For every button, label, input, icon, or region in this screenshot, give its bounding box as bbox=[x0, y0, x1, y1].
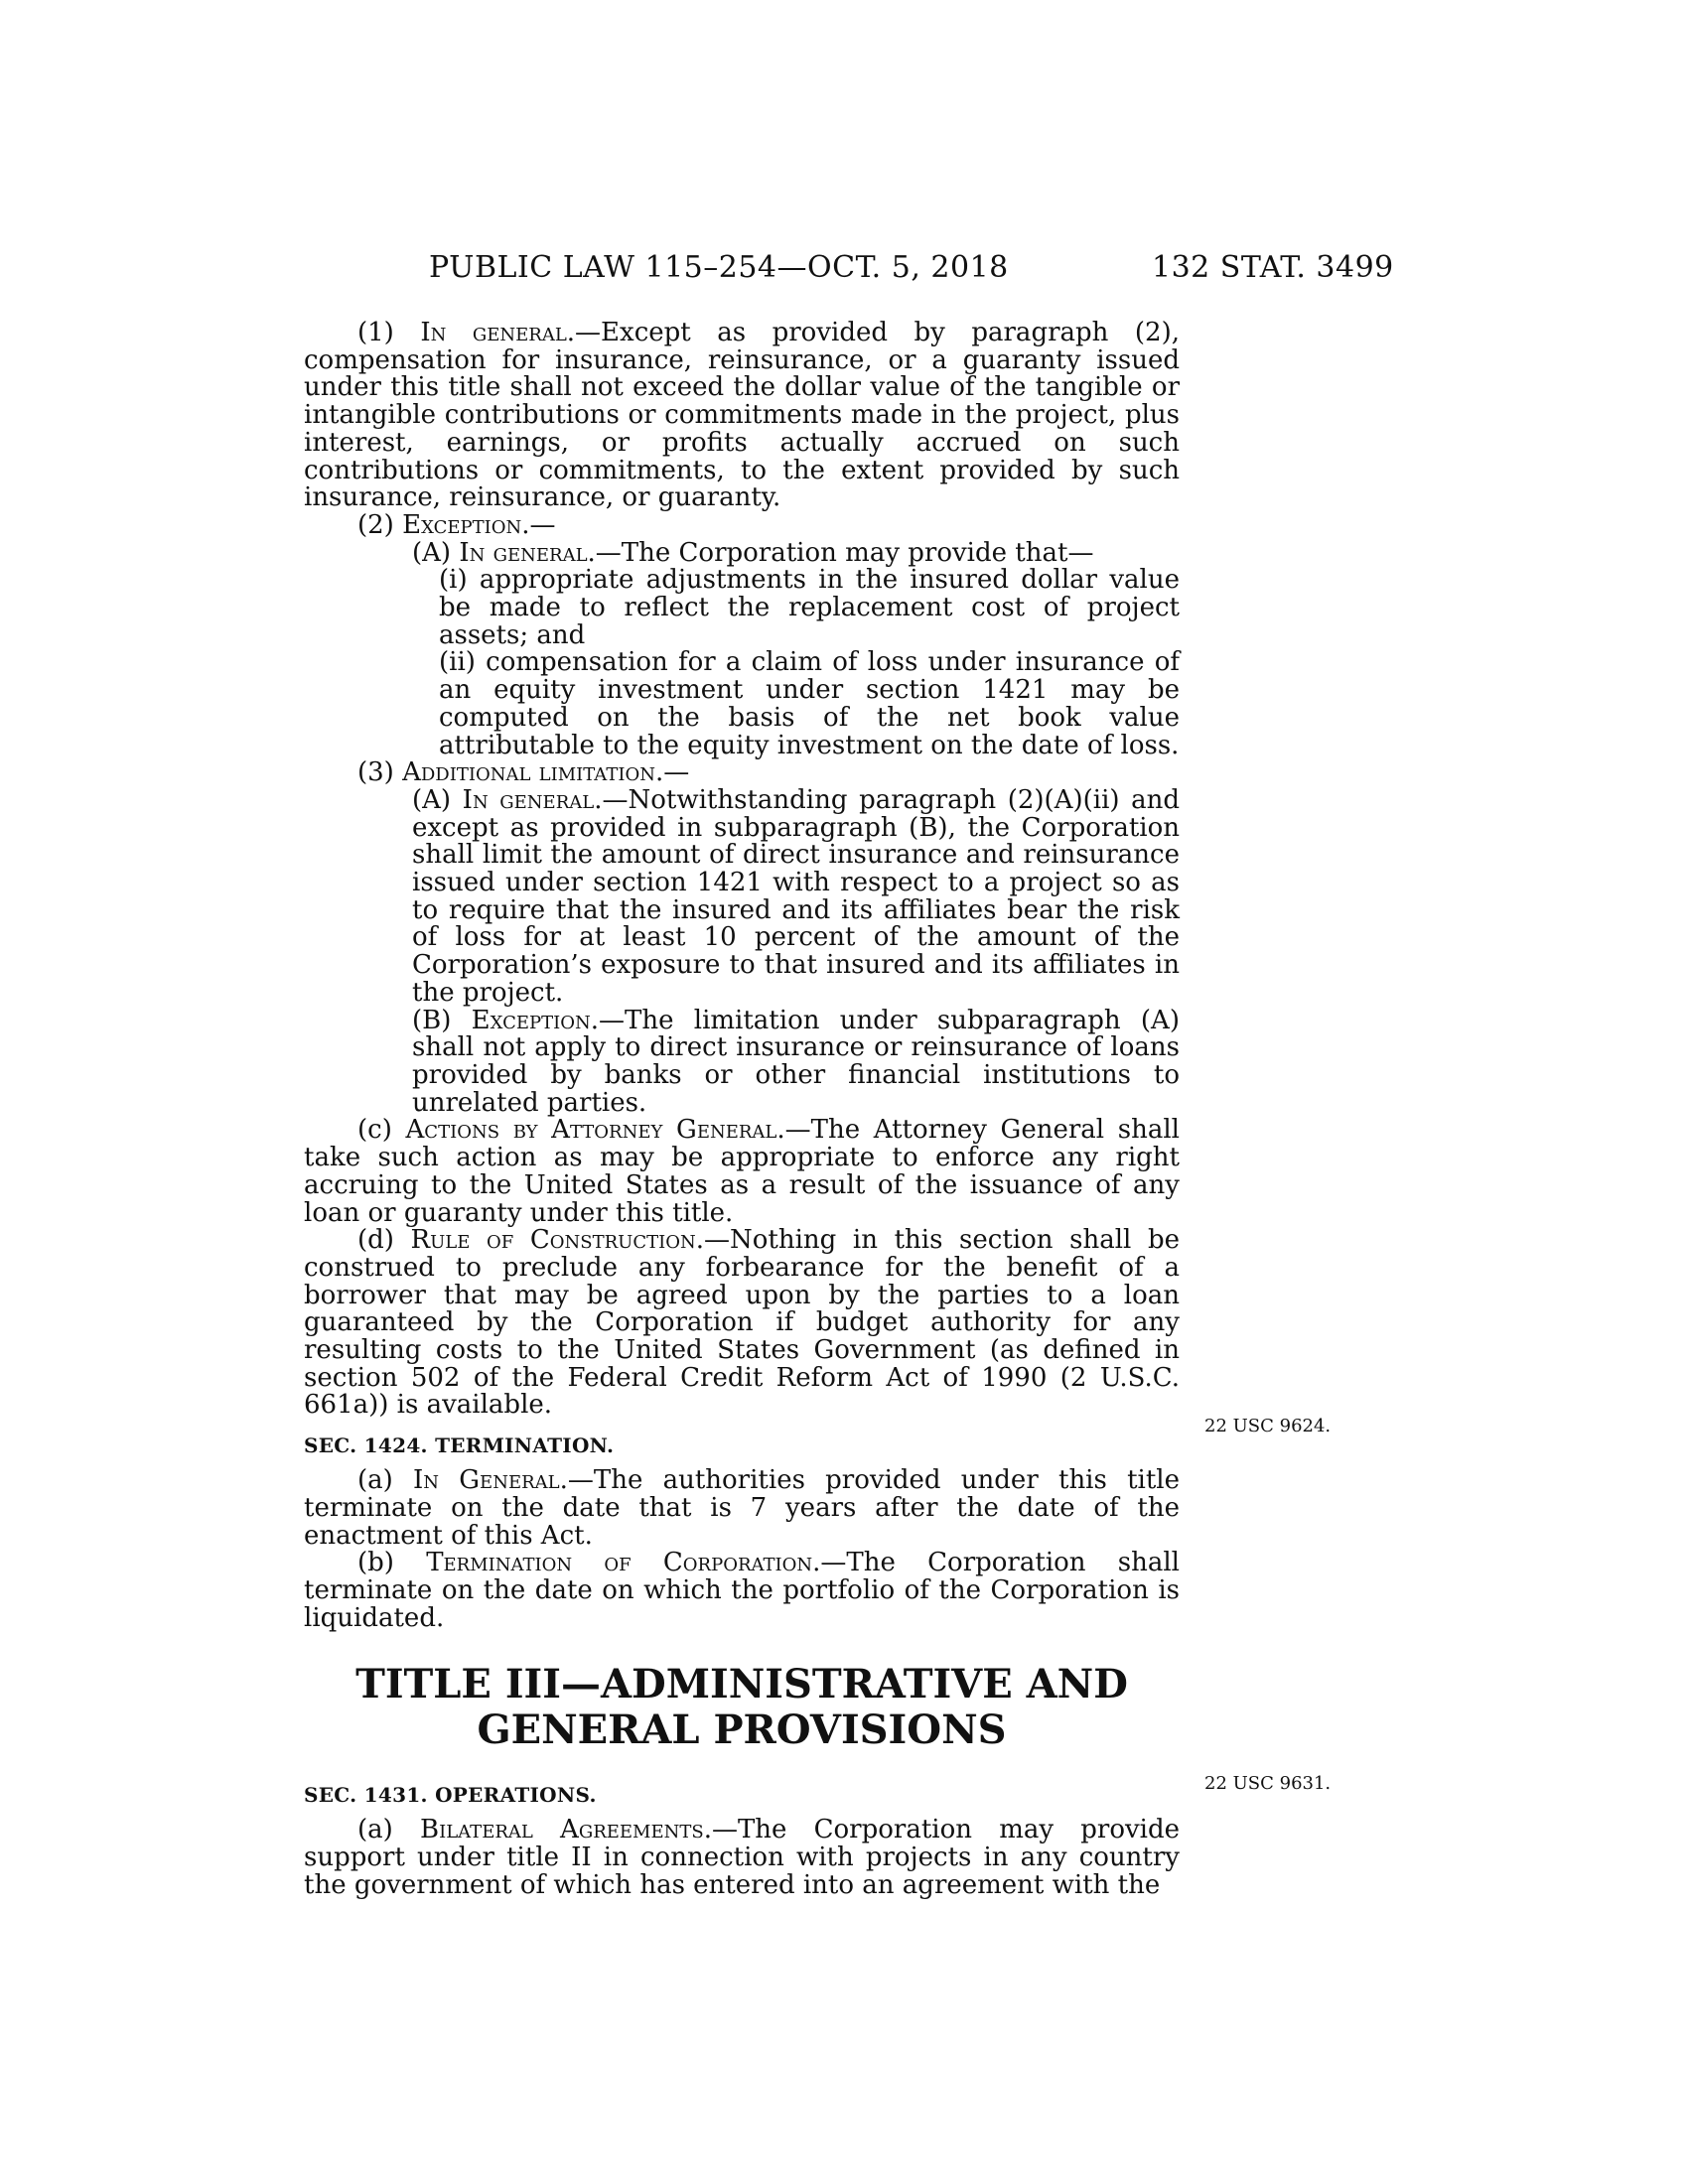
paragraph-2-a-i: (i) appropriate adjustments in the insured dollar value be made to reflect the replacement cost of project assets; and bbox=[439, 565, 1180, 650]
section-1424-a: (a) In General.—The authorities provided under this title terminate on the date that is 7 years after the date of the enactment of this Act. bbox=[304, 1465, 1180, 1551]
title-line-2: GENERAL PROVISIONS bbox=[477, 1706, 1007, 1754]
subsection-c: (c) Actions by Attorney General.—The Attorney General shall take such action as may be appropriate to enforce any right accruing to the United States as a result of the issuance of any loan or guaranty under this title. bbox=[304, 1115, 1180, 1228]
title-heading bbox=[304, 1662, 1180, 1753]
section-heading-1431: SEC. 1431. OPERATIONS. bbox=[304, 1783, 597, 1808]
page-number: 132 STAT. 3499 bbox=[1152, 250, 1394, 285]
page-body bbox=[304, 320, 1180, 1899]
paragraph-3: (3) Additional limitation.— bbox=[357, 757, 690, 788]
paragraph-2-a: (A) In general.—The Corporation may provide that— bbox=[412, 537, 1094, 568]
subsection-d: (d) Rule of Construction.—Nothing in this section shall be construed to preclude any forbearance for the benefit of a borrower that may be agreed upon by the parties to a loan guaranteed by the Corporation if budget authority for any resulting costs to the United States Government (as defined in section 502 of the Federal Credit Reform Act of 1990 (2 U.S.C. 661a)) is available. bbox=[304, 1225, 1180, 1421]
paragraph-2: (2) Exception.— bbox=[357, 509, 556, 540]
section-1431-a: (a) Bilateral Agreements.—The Corporation may provide support under title II in connection with projects in any country the government of which has entered into an agreement with the bbox=[304, 1815, 1180, 1900]
margin-note-9631: 22 USC 9631. bbox=[1204, 1773, 1332, 1794]
section-heading-1424: SEC. 1424. TERMINATION. bbox=[304, 1433, 615, 1458]
paragraph-3-b: (B) Exception.—The limitation under subparagraph (A) shall not apply to direct insurance or reinsurance of loans provided by banks or other financial institutions to unrelated parties. bbox=[412, 1005, 1180, 1118]
paragraph-1: (1) In general.—Except as provided by paragraph (2), compensation for insurance, reinsurance, or a guaranty issued under this title shall not exceed the dollar value of the tangible or intangible contributions or commitments made in the project, plus interest, earnings, or profits actually accrued on such contributions or commitments, to the extent provided by such insurance, reinsurance, or guaranty. bbox=[304, 318, 1181, 513]
paragraph-2-a-ii: (ii) compensation for a claim of loss under insurance of an equity investment under section 1421 may be computed on the basis of the net book value attributable to the equity investment on the date of loss. bbox=[439, 647, 1180, 760]
margin-note-9624: 22 USC 9624. bbox=[1204, 1416, 1332, 1436]
running-header: PUBLIC LAW 115–254—OCT. 5, 2018 bbox=[429, 250, 1009, 285]
section-1424-b: (b) Termination of Corporation.—The Corporation shall terminate on the date on which the portfolio of the Corporation is liquidated. bbox=[304, 1548, 1180, 1633]
title-line-1: TITLE III—ADMINISTRATIVE AND bbox=[355, 1661, 1128, 1708]
paragraph-3-a: (A) In general.—Notwithstanding paragraph (2)(A)(ii) and except as provided in subparagraph (B), the Corporation shall limit the amount of direct insurance and reinsurance issued under section 1421 with respect to a project so as to require that the insured and its affiliates bear the risk of loss for at least 10 percent of the amount of the Corporation’s exposure to that insured and its affiliates in the project. bbox=[412, 784, 1181, 1008]
